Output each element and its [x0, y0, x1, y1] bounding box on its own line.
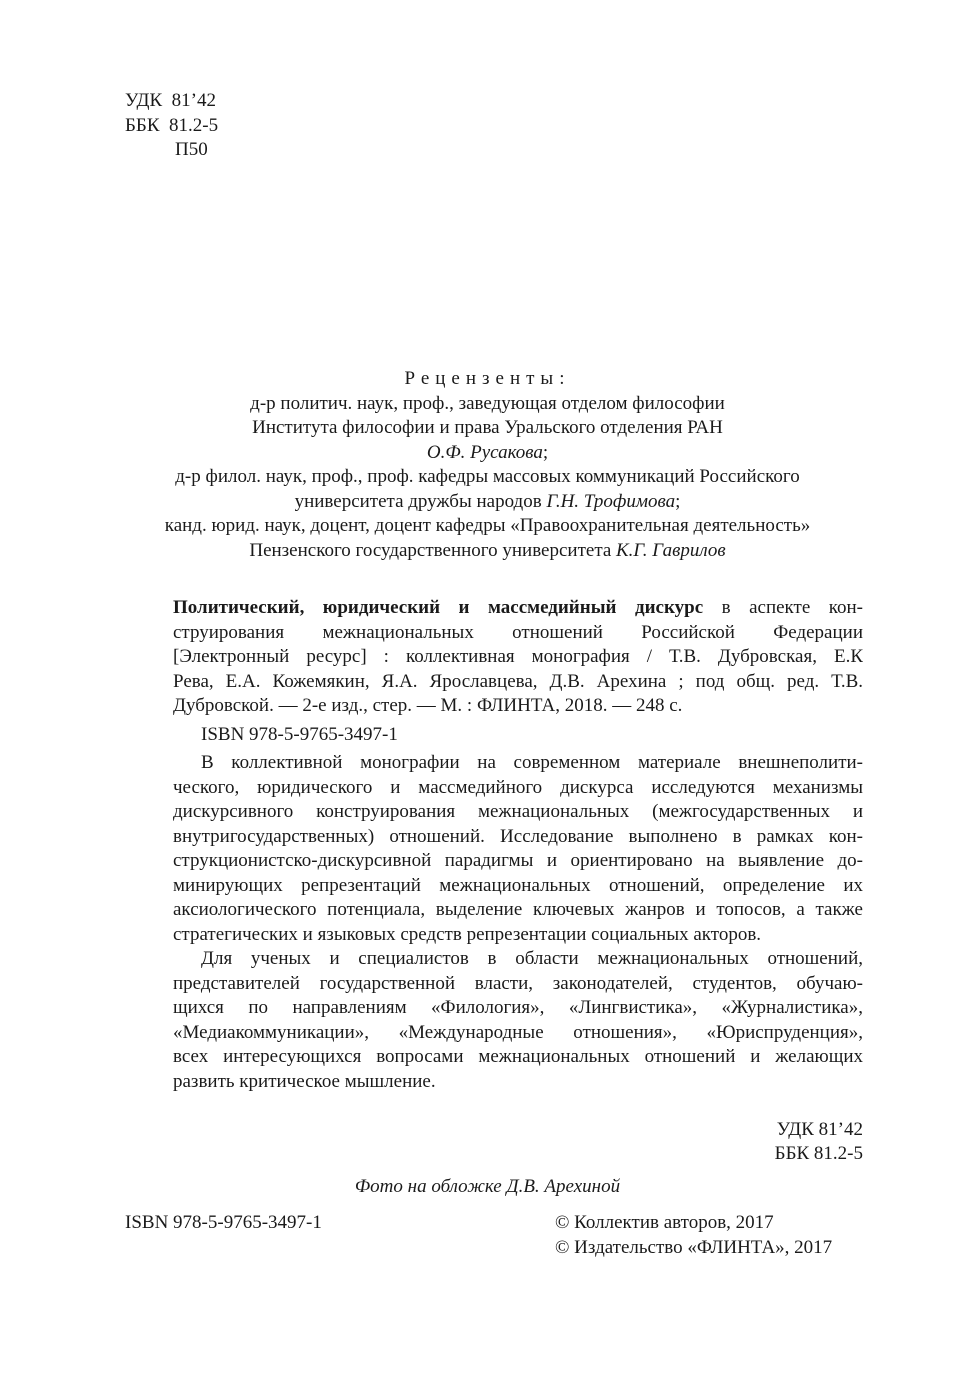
- bbk-value: 81.2-5: [169, 114, 219, 136]
- isbn-annotation: ISBN 978-5-9765-3497-1: [201, 723, 398, 745]
- copyright-authors: © Коллектив авторов, 2017: [555, 1212, 774, 1233]
- abstract-paragraph-2: [173, 947, 863, 1094]
- audience-line: развить критическое мышление.: [173, 1070, 436, 1092]
- bbk-row: [125, 114, 218, 139]
- reviewer-3-name: К.Г. Гаврилов: [616, 539, 726, 561]
- author-sign: П50: [175, 139, 208, 160]
- reviewer-1-name: О.Ф. Русакова: [426, 441, 543, 463]
- reviewer-1-line-2: Института философии и права Уральского отделения РАН: [252, 417, 723, 438]
- audience-line: представителей государственной власти, законодателей, студентов, обучаю-: [173, 972, 863, 994]
- reviewer-1-line-1: д-р политич. наук, проф., заведующая отделом философии: [250, 392, 725, 414]
- annotation-block: [173, 596, 863, 1094]
- bbk-right: ББК 81.2-5: [774, 1143, 863, 1164]
- reviewers-block: [0, 367, 975, 563]
- reviewers-title: Рецензенты:: [404, 368, 571, 389]
- biblio-line-2: струирования межнациональных отношений Российской Федерации: [173, 621, 863, 643]
- biblio-line-1-rest: в аспекте кон-: [721, 597, 863, 618]
- abstract-line: струкционистско-дискурсивной парадигмы и ориентировано на выявление до-: [173, 850, 863, 871]
- audience-line: Для ученых и специалистов в области межнациональных отношений,: [201, 948, 863, 969]
- photo-credit: Фото на обложке Д.В. Арехиной: [354, 1176, 621, 1197]
- abstract-line: аксиологического потенциала, выделение ключевых жанров и топосов, а также: [173, 899, 863, 920]
- reviewer-3-affiliation: Пензенского государственного университета: [249, 539, 612, 561]
- udk-right: УДК 81’42: [776, 1119, 863, 1140]
- abstract-line: стратегических и языковых средств репрезентации социальных акторов.: [173, 923, 762, 945]
- biblio-line-5: Дубровской. — 2-е изд., стер. — М. : ФЛИНТА, 2018. — 248 с.: [173, 695, 683, 716]
- audience-line: «Медиакоммуникации», «Международные отношения», «Юриспруденция»,: [173, 1021, 863, 1043]
- reviewer-2-name: Г.Н. Трофимова: [546, 490, 676, 512]
- biblio-line-3: [Электронный ресурс] : коллективная монография / Т.В. Дубровская, Е.К: [173, 646, 863, 667]
- reviewer-1-name-line: О.Ф. Русакова;: [426, 441, 549, 463]
- abstract-paragraph-1: [173, 751, 863, 947]
- library-codes: [125, 89, 218, 163]
- isbn-bottom: ISBN 978-5-9765-3497-1: [125, 1212, 322, 1233]
- abstract-line: внутригосударственных) отношений. Исследование выполнено в рамках кон-: [173, 825, 863, 847]
- audience-line: всех интересующихся вопросами межнациональных отношений и желающих: [173, 1046, 863, 1067]
- audience-line: щихся по направлениям «Филология», «Лингвистика», «Журналистика»,: [173, 997, 863, 1018]
- abstract-line: дискурсивного конструирования межнациональных (межгосударственных и: [173, 801, 863, 822]
- copyright-publisher: © Издательство «ФЛИНТА», 2017: [555, 1236, 833, 1258]
- abstract-line: минирующих репрезентаций межнациональных отношений, определение их: [173, 874, 863, 896]
- abstract-line: ческого, юридического и массмедийного дискурса исследуются механизмы: [173, 776, 863, 798]
- reviewer-2-line-1: д-р филол. наук, проф., проф. кафедры массовых коммуникаций Российского: [175, 466, 800, 487]
- biblio-line-4: Рева, Е.А. Кожемякин, Я.А. Ярославцева, Д.В. Арехина ; под общ. ред. Т.В.: [173, 670, 863, 692]
- reviewer-2-affiliation: университета дружбы народов: [294, 490, 542, 512]
- abstract-line: В коллективной монографии на современном материале внешнеполити-: [201, 752, 863, 773]
- bbk-label: ББК: [125, 114, 160, 136]
- reviewer-3-line-1: канд. юрид. наук, доцент, доцент кафедры «Правоохранительная деятельность»: [164, 515, 811, 536]
- reviewer-2-line-2: университета дружбы народов Г.Н. Трофимова;: [294, 490, 681, 512]
- book-title: Политический, юридический и массмедийный дискурс: [173, 597, 704, 618]
- biblio-line-1: [173, 596, 863, 621]
- udk-row: [125, 89, 218, 114]
- udk-value: 81’42: [171, 90, 216, 111]
- copyright-block: [555, 1211, 832, 1260]
- udk-label: УДК: [125, 90, 163, 111]
- reviewer-3-line-2: [0, 539, 975, 564]
